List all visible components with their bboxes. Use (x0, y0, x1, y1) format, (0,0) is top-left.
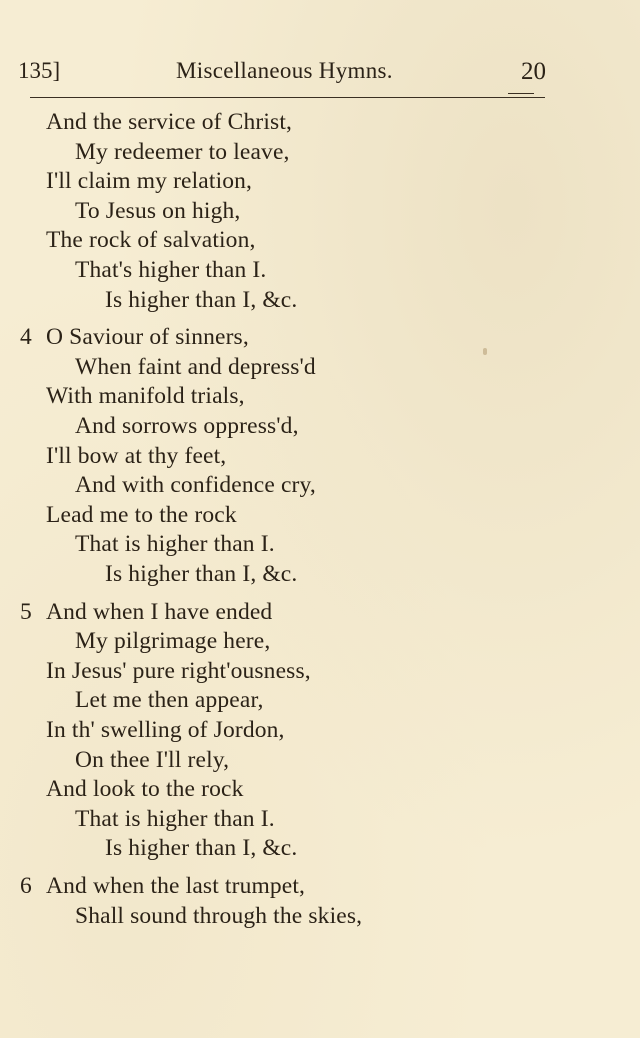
verse-line: Lead me to the rock (46, 501, 237, 528)
verse-line: Is higher than I, &c. (105, 835, 298, 862)
verse-number: 5 (20, 598, 32, 625)
verse-line: The rock of salvation, (46, 227, 256, 254)
verse-line: With manifold trials, (46, 383, 245, 410)
verse-line: On thee I'll rely, (75, 746, 230, 773)
verse-line: I'll bow at thy feet, (46, 442, 227, 469)
verse-line: Is higher than I, &c. (105, 561, 298, 587)
verse-number: 4 (20, 324, 32, 351)
verse-line: I'll claim my relation, (46, 168, 253, 195)
verse-line: Is higher than I, &c. (105, 286, 298, 313)
verse-line: O Saviour of sinners, (46, 324, 249, 351)
verse-line: When faint and depress'd (75, 353, 316, 380)
verse-line: That is higher than I. (75, 805, 275, 832)
paper-speck (483, 348, 487, 355)
verse-line: And when I have ended (46, 598, 273, 625)
left-page-number: 135] (18, 58, 61, 83)
verse-line: That's higher than I. (75, 257, 267, 283)
verse-line: And when the last trumpet, (46, 873, 306, 899)
verse-line: Let me then appear, (75, 687, 264, 714)
running-title: Miscellaneous Hymns. (176, 58, 393, 83)
right-page-number: 20 (521, 58, 546, 85)
verse-line: And the service of Christ, (46, 109, 293, 135)
verse-line: And look to the rock (46, 776, 244, 803)
verse-line: That is higher than I. (75, 531, 275, 558)
verse-line: In Jesus' pure right'ousness, (46, 657, 311, 684)
verse-line: And with confidence cry, (75, 472, 316, 499)
verse-line: My pilgrimage here, (75, 628, 271, 655)
verse-line: To Jesus on high, (75, 197, 241, 224)
verse-line: My redeemer to leave, (75, 138, 290, 165)
verse-line: In th' swelling of Jordon, (46, 717, 285, 743)
verse-number: 6 (20, 873, 32, 899)
verse-line: And sorrows oppress'd, (75, 413, 299, 439)
verse-line: Shall sound through the skies, (75, 902, 363, 929)
